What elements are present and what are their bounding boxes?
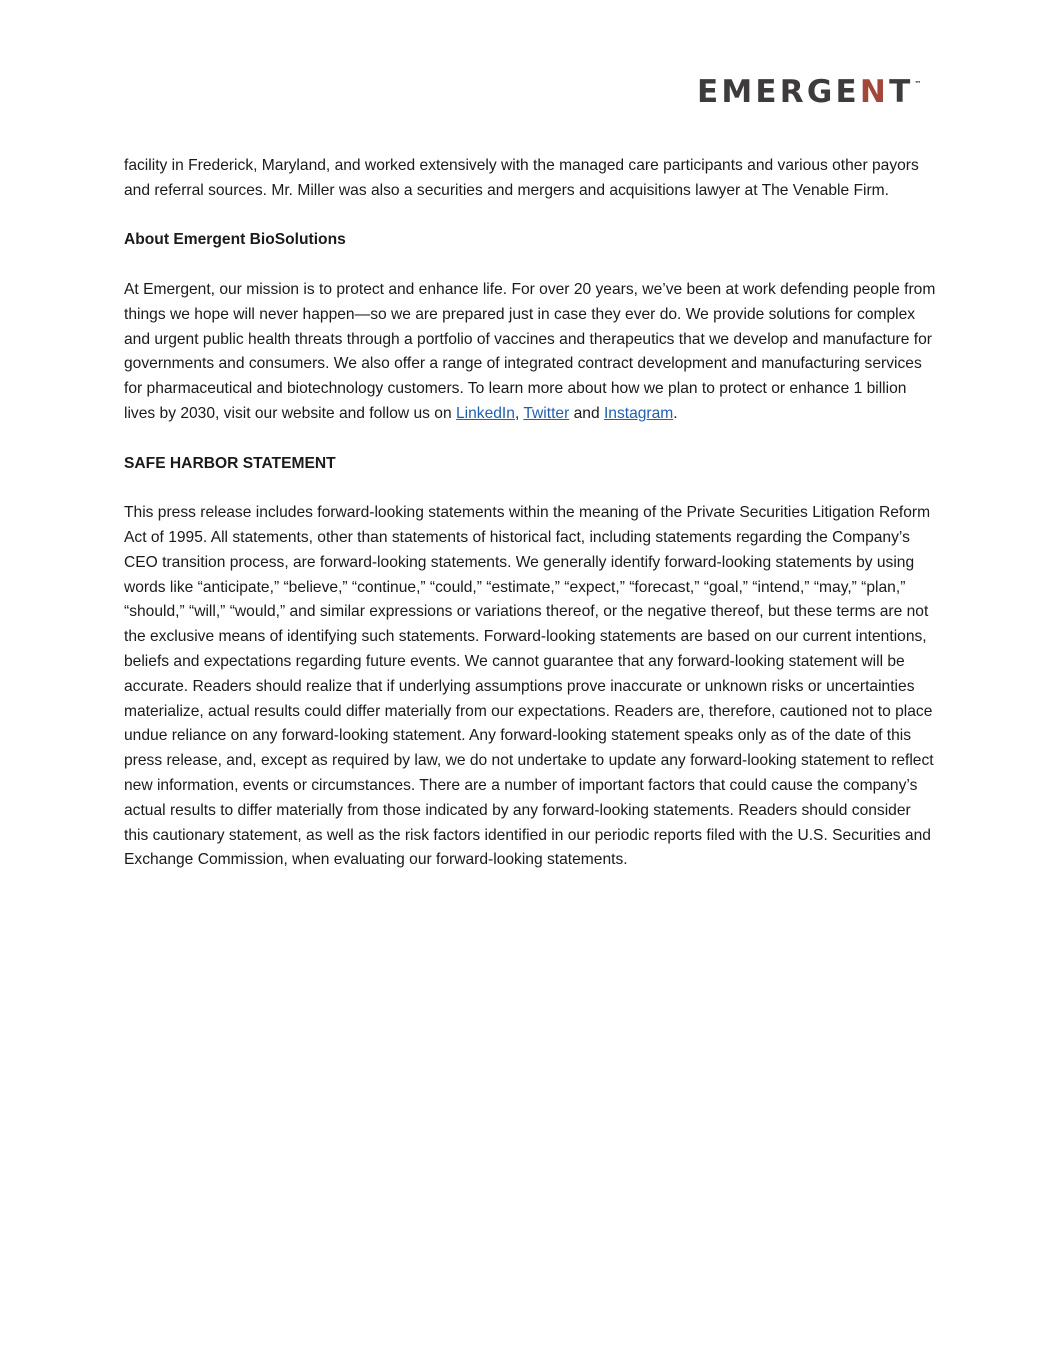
- about-heading: About Emergent BioSolutions: [124, 231, 346, 249]
- logo-text-before: EMERGE: [697, 74, 860, 110]
- sentence-end: .: [673, 404, 678, 422]
- logo-trademark: ™: [914, 80, 922, 88]
- emergent-logo: [697, 74, 921, 110]
- logo-text-after: T: [889, 74, 914, 110]
- intro-paragraph: facility in Frederick, Maryland, and worked extensively with the managed care participants and various other payors and referral sources. Mr. Miller was also a securities and mergers and acquisitions lawyer at The Venable Firm.: [124, 157, 919, 199]
- logo-text-accent: N: [859, 74, 890, 110]
- twitter-link[interactable]: Twitter: [523, 404, 570, 422]
- logo-wordmark: [697, 74, 913, 110]
- instagram-link[interactable]: Instagram: [603, 404, 674, 422]
- document-body: [124, 154, 936, 898]
- safe-harbor-paragraph: This press release includes forward-looking statements within the meaning of the Private Securities Litigation Reform Act of 1995. All statements, other than statements of historical fact, including statements regarding the Company’s CEO transition process, are forward-looking statements. We generally identify forward-looking statements by using words like “anticipate,” “believe,” “continue,” “could,” “estimate,” “expect,” “forecast,” “goal,” “intend,” “may,” “plan,” “should,” “will,” “would,” and similar expressions or variations thereof, or the negative thereof, but these terms are not the exclusive means of identifying such statements. Forward-looking statements are based on our current intentions, beliefs and expectations regarding future events. We cannot guarantee that any forward-looking statement will be accurate. Readers should realize that if underlying assumptions prove inaccurate or unknown risks or uncertainties materialize, actual results could differ materially from our expectations. Readers are, therefore, cautioned not to place undue reliance on any forward-looking statement. Any forward-looking statement speaks only as of the date of this press release, and, except as required by law, we do not undertake to update any forward-looking statement to reflect new information, events or circumstances. There are a number of important factors that could cause the company’s actual results to differ materially from those indicated by any forward-looking statements. Readers should consider this cautionary statement, as well as the risk factors identified in our periodic reports filed with the U.S. Securities and Exchange Commission, when evaluating our forward-looking statements.: [124, 504, 934, 869]
- about-body: At Emergent, our mission is to protect and enhance life. For over 20 years, we’ve been at work defending people from things we hope will never happen—so we are prepared just in case they ever do. We provide solutions for complex and urgent public health threats through a portfolio of vaccines and therapeutics that we develop and manufacture for governments and consumers. We also offer a range of integrated contract development and manufacturing services for pharmaceutical and biotechnology customers. To learn more about how we plan to protect or enhance 1 billion lives by 2030, visit our website and follow us on: [124, 280, 936, 422]
- about-paragraph: [124, 278, 936, 427]
- link-conjunction: and: [569, 404, 604, 422]
- link-separator: ,: [514, 404, 524, 422]
- linkedin-link[interactable]: LinkedIn: [455, 404, 515, 422]
- safe-harbor-heading: SAFE HARBOR STATEMENT: [124, 454, 336, 472]
